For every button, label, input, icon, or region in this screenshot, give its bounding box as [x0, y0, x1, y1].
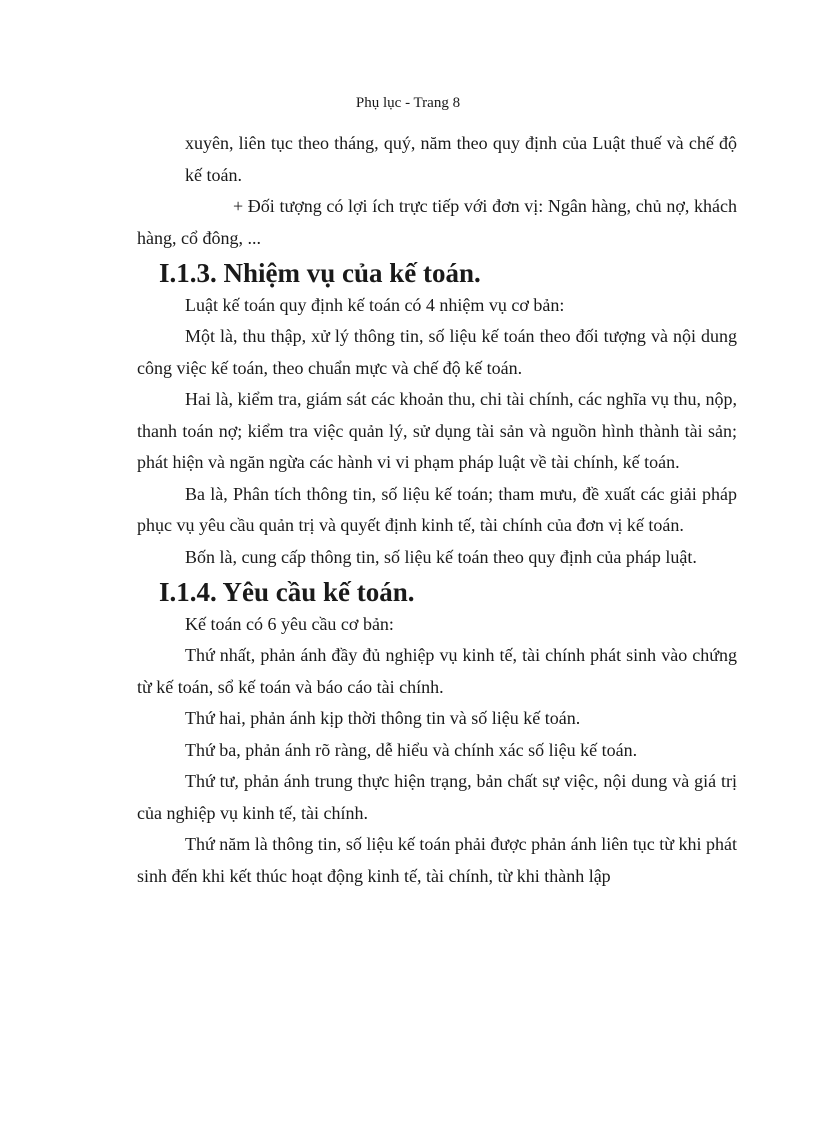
requirement-item-4: Thứ tư, phản ánh trung thực hiện trạng, bản chất sự việc, nội dung và giá trị của nghiệp vụ kinh tế, tài chính. — [137, 771, 737, 823]
running-header: Phụ lục - Trang 8 — [355, 95, 461, 111]
paragraph-continued: xuyên, liên tục theo tháng, quý, năm theo quy định của Luật thuế và chế độ kế toán. — [185, 133, 737, 185]
section-heading-1-1-4: I.1.4. Yêu cầu kế toán. — [159, 577, 415, 607]
requirement-item-1: Thứ nhất, phản ánh đầy đủ nghiệp vụ kinh tế, tài chính phát sinh vào chứng từ kế toán, sổ kế toán và báo cáo tài chính. — [137, 645, 737, 697]
requirement-item-5: Thứ năm là thông tin, số liệu kế toán phải được phản ánh liên tục từ khi phát sinh đến khi kết thúc hoạt động kinh tế, tài chính, từ khi thành lập — [137, 834, 737, 886]
requirement-item-3: Thứ ba, phản ánh rõ ràng, dễ hiểu và chính xác số liệu kế toán. — [185, 739, 638, 760]
duty-item-2: Hai là, kiểm tra, giám sát các khoản thu, chi tài chính, các nghĩa vụ thu, nộp, thanh toán nợ; kiểm tra việc quản lý, sử dụng tài sản và nguồn hình thành tài sản; phát hiện và ngăn ngừa các hành vi vi phạm pháp luật về tài chính, kế toán. — [137, 389, 737, 472]
document-body — [137, 128, 737, 892]
paragraph-beneficiaries: + Đối tượng có lợi ích trực tiếp với đơn vị: Ngân hàng, chủ nợ, khách hàng, cổ đông, ... — [137, 196, 737, 248]
section-1-1-3-intro: Luật kế toán quy định kế toán có 4 nhiệm vụ cơ bản: — [185, 294, 565, 315]
duty-item-1: Một là, thu thập, xử lý thông tin, số liệu kế toán theo đối tượng và nội dung công việc kế toán, theo chuẩn mực và chế độ kế toán. — [137, 326, 737, 378]
duty-item-4: Bốn là, cung cấp thông tin, số liệu kế toán theo quy định của pháp luật. — [185, 546, 697, 567]
requirement-item-2: Thứ hai, phản ánh kịp thời thông tin và số liệu kế toán. — [185, 708, 581, 728]
section-heading-1-1-3: I.1.3. Nhiệm vụ của kế toán. — [159, 258, 481, 288]
duty-item-3: Ba là, Phân tích thông tin, số liệu kế toán; tham mưu, đề xuất các giải pháp phục vụ yêu cầu quản trị và quyết định kinh tế, tài chính của đơn vị kế toán. — [137, 483, 737, 535]
section-1-1-4-intro: Kế toán có 6 yêu cầu cơ bản: — [185, 613, 394, 634]
